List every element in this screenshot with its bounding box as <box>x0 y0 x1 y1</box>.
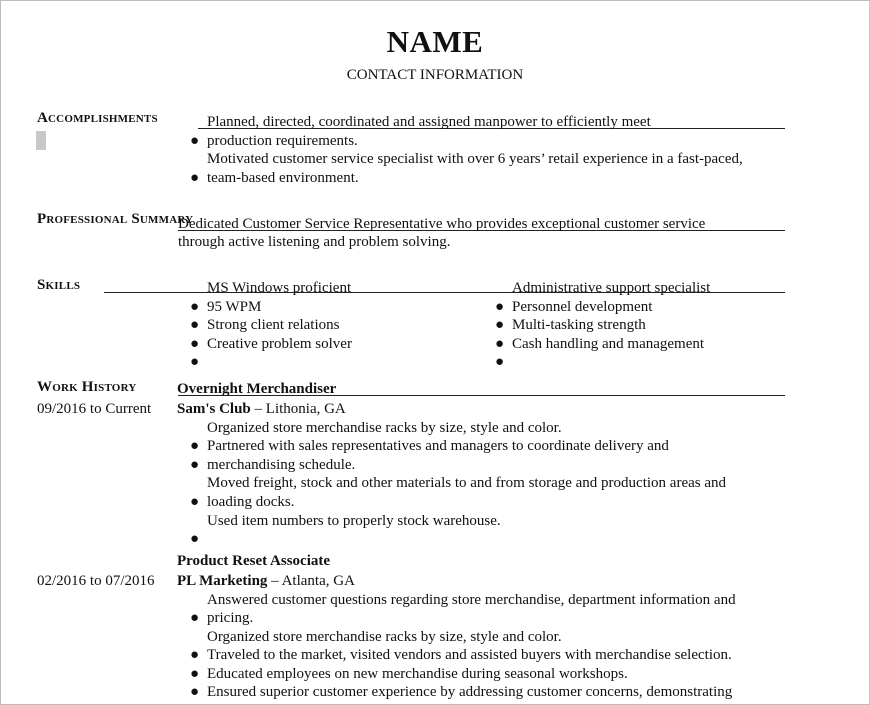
job-company: PL Marketing <box>177 573 268 589</box>
bullet: ● <box>190 133 200 149</box>
bullet: ● <box>190 354 200 370</box>
job-employer <box>177 573 355 590</box>
summary-line: through active listening and problem solving. <box>178 234 451 250</box>
bullet: ● <box>495 317 505 333</box>
resume-name: NAME <box>386 24 484 59</box>
job-duty-line: Partnered with sales representatives and managers to coordinate delivery and <box>207 438 669 454</box>
job-title: Overnight Merchandiser <box>177 381 337 397</box>
job-location: – Lithonia, GA <box>250 401 346 417</box>
job-title: Product Reset Associate <box>177 553 331 569</box>
work-history-heading: Work History <box>37 379 137 395</box>
bullet: ● <box>190 457 200 473</box>
accomplishment-line: Motivated customer service specialist with over 6 years’ retail experience in a fast-paced, <box>207 151 743 167</box>
bullet: ● <box>190 438 200 454</box>
job-duty-line: Ensured superior customer experience by addressing customer concerns, demonstrating <box>207 684 733 700</box>
job-duty-line: Used item numbers to properly stock warehouse. <box>207 513 501 529</box>
contact-information: CONTACT INFORMATION <box>346 67 524 83</box>
job-dates: 09/2016 to Current <box>37 401 152 417</box>
job-duty-line: merchandising schedule. <box>207 457 356 473</box>
bullet: ● <box>190 299 200 315</box>
skills-heading: Skills <box>37 277 81 293</box>
skill-item: Strong client relations <box>207 317 340 333</box>
skill-item: Creative problem solver <box>207 336 352 352</box>
job-duty-line: Educated employees on new merchandise during seasonal workshops. <box>207 666 628 682</box>
accomplishment-line: team-based environment. <box>207 170 359 186</box>
professional-summary-heading: Professional Summary <box>37 211 194 227</box>
job-company: Sam's Club <box>177 401 251 417</box>
skill-item: Multi-tasking strength <box>512 317 646 333</box>
job-duty-line: Organized store merchandise racks by size, style and color. <box>207 420 562 436</box>
job-duty-line: Organized store merchandise racks by size, style and color. <box>207 629 562 645</box>
bullet: ● <box>495 299 505 315</box>
bullet: ● <box>190 317 200 333</box>
job-duty-line: pricing. <box>207 610 254 626</box>
bullet: ● <box>190 666 200 682</box>
bullet: ● <box>190 610 200 626</box>
accomplishment-line: Planned, directed, coordinated and assigned manpower to efficiently meet <box>207 114 651 130</box>
skill-item: 95 WPM <box>207 299 262 315</box>
bullet: ● <box>495 354 505 370</box>
job-employer <box>177 401 346 418</box>
text-cursor-marker <box>36 131 46 150</box>
skill-item: MS Windows proficient <box>207 280 352 296</box>
job-duty-line: Moved freight, stock and other materials to and from storage and production areas and <box>207 475 727 491</box>
accomplishment-line: production requirements. <box>207 133 358 149</box>
skill-item: Personnel development <box>512 299 653 315</box>
bullet: ● <box>190 531 200 547</box>
accomplishments-heading: Accomplishments <box>37 110 158 126</box>
bullet: ● <box>495 336 505 352</box>
job-dates: 02/2016 to 07/2016 <box>37 573 155 589</box>
skill-item: Cash handling and management <box>512 336 705 352</box>
job-duty-line: loading docks. <box>207 494 295 510</box>
bullet: ● <box>190 647 200 663</box>
job-duty-line: Traveled to the market, visited vendors and assisted buyers with merchandise selection. <box>207 647 732 663</box>
summary-line: Dedicated Customer Service Representative who provides exceptional customer service <box>178 216 706 232</box>
bullet: ● <box>190 170 200 186</box>
skill-item: Administrative support specialist <box>512 280 711 296</box>
job-duty-line: Answered customer questions regarding store merchandise, department information and <box>207 592 736 608</box>
bullet: ● <box>190 494 200 510</box>
job-location: – Atlanta, GA <box>267 573 355 589</box>
bullet: ● <box>190 336 200 352</box>
bullet: ● <box>190 684 200 700</box>
